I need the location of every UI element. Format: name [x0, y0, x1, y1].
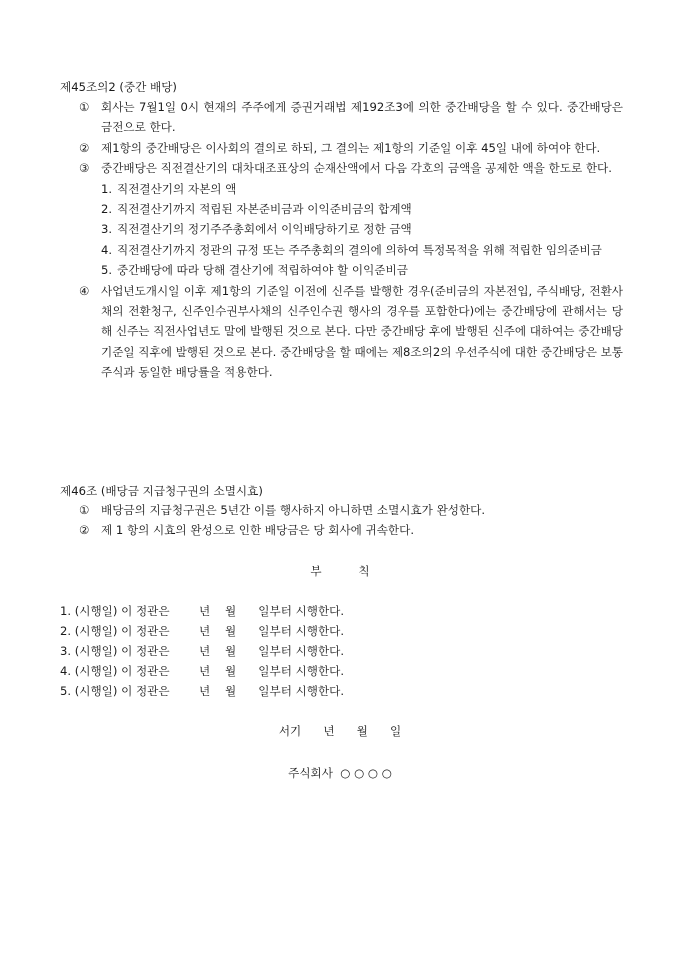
clause-3	[79, 158, 623, 178]
supplementary-line: 5. (시행일) 이 정관은 년 월 일부터 시행한다.	[60, 684, 345, 698]
clause-text: 제1항의 중간배당은 이사회의 결의로 하되, 그 결의는 제1항의 기준일 이후 45일 내에 하여야 한다.	[101, 140, 601, 155]
clause-text: 중간배당은 직전결산기의 대차대조표상의 순재산액에서 다음 각호의 금액을 공제한 액을 한도로 한다.	[101, 161, 612, 176]
subitem-marker: 5.	[101, 263, 113, 278]
subitem-text: 중간배당에 따라 당해 결산기에 적립하여야 할 이익준비금	[117, 263, 408, 278]
clause-marker: ②	[79, 523, 90, 538]
clause-text: 배당금의 지급청구권은 5년간 이를 행사하지 아니하면 소멸시효가 완성한다.	[101, 503, 486, 517]
supplementary-line: 2. (시행일) 이 정관은 년 월 일부터 시행한다.	[60, 624, 345, 638]
clause-marker: ①	[79, 100, 90, 114]
subitem-marker: 3.	[101, 222, 113, 237]
subitem-3	[79, 219, 623, 239]
subitem-2	[79, 199, 623, 219]
supplementary-line: 1. (시행일) 이 정관은 년 월 일부터 시행한다.	[60, 604, 345, 618]
subitem-4	[79, 240, 623, 260]
clause-text: 사업년도개시일 이후 제1항의 기준일 이전에 신주를 발행한 경우(준비금의 자본전입, 주식배당, 전환사채의 전환청구, 신주인수권부사채의 신주인수권 행사의 경우를 포함한다)에는 중간배당에 관해서는 당해 신주는 직전사업년도 말에 발행된 것으로 본다. 다만 중간배당 후에 발행된 신주에 대하여는 중간배당기준일 직후에 발행된 것으로 본다. 중간배당을 할 때에는 제8조의2의 우선주식에 대한 중간배당은 보통주식과 동일한 배당률을 적용한다.	[101, 283, 623, 380]
subitem-marker: 1.	[101, 181, 113, 196]
clause-2	[79, 138, 623, 158]
subitem-marker: 4.	[101, 242, 113, 257]
subitem-5	[79, 260, 623, 280]
clause-1	[79, 97, 623, 138]
supplementary-line: 4. (시행일) 이 정관은 년 월 일부터 시행한다.	[60, 664, 345, 678]
clause-text: 제 1 항의 시효의 완성으로 인한 배당금은 당 회사에 귀속한다.	[101, 523, 415, 538]
article-45-2-body	[79, 97, 623, 383]
article-46-body	[79, 500, 623, 541]
subitem-text: 직전결산기의 정기주주총회에서 이익배당하기로 정한 금액	[117, 222, 412, 237]
clause-text: 회사는 7월1일 0시 현재의 주주에게 증권거래법 제192조3에 의한 중간배당을 할 수 있다. 중간배당은 금전으로 한다.	[101, 100, 623, 135]
clause-marker: ①	[79, 503, 90, 517]
subitem-1	[79, 179, 623, 199]
clause-1	[79, 500, 623, 520]
clause-4	[79, 281, 623, 383]
article-45-2-title: 제45조의2 (중간 배당)	[60, 80, 177, 94]
clause-marker: ②	[79, 140, 90, 155]
date-line: 서기 년 월 일	[278, 724, 402, 738]
clause-marker: ④	[79, 283, 90, 298]
company-line: 주식회사 ○ ○ ○ ○	[288, 766, 392, 780]
clause-2	[79, 520, 623, 540]
article-46-title: 제46조 (배당금 지급청구권의 소멸시효)	[60, 484, 263, 498]
supplementary-line: 3. (시행일) 이 정관은 년 월 일부터 시행한다.	[60, 644, 345, 658]
subitem-text: 직전결산기까지 적립된 자본준비금과 이익준비금의 합계액	[117, 202, 412, 217]
subitem-marker: 2.	[101, 202, 113, 217]
subitem-text: 직전결산기까지 정관의 규정 또는 주주총회의 결의에 의하여 특정목적을 위해 적립한 임의준비금	[117, 242, 602, 257]
supplementary-heading: 부 칙	[310, 564, 370, 578]
subitem-text: 직전결산기의 자본의 액	[117, 181, 237, 196]
clause-marker: ③	[79, 161, 90, 176]
